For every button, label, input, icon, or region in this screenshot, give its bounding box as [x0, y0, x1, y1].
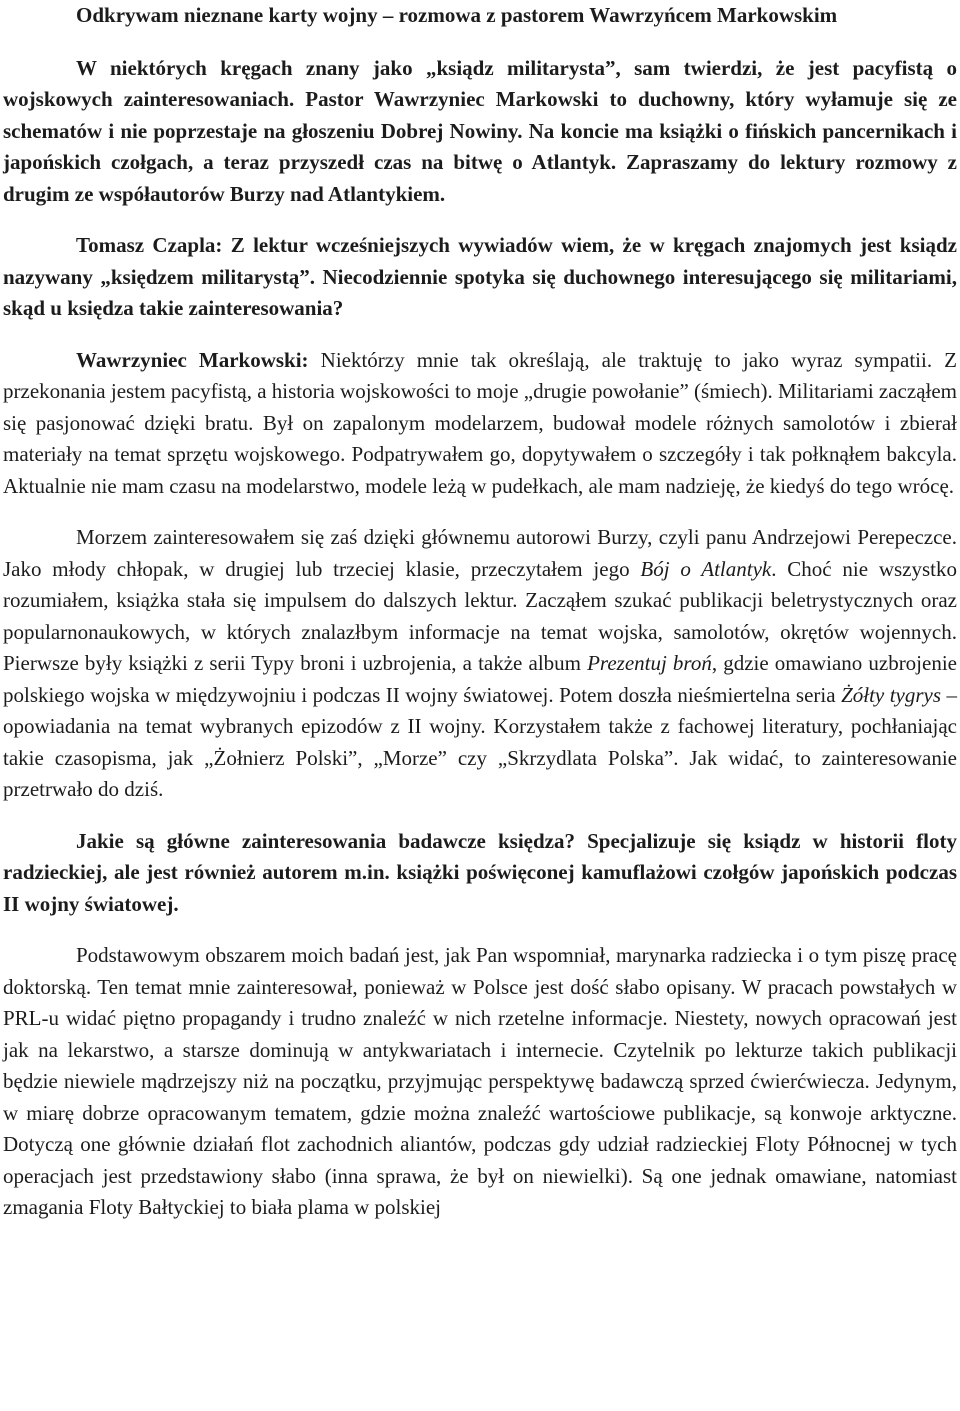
question-1: Tomasz Czapla: Z lektur wcześniejszych wywiadów wiem, że w kręgach znajomych jest ksiądz nazywany „księdzem militarystą”. Niecodziennie spotyka się duchownego interesującego się militariami, skąd u księdza takie zainteresowania?: [3, 233, 957, 320]
answer-2-part-1: Morzem zainteresowałem się zaś dzięki głównemu autorowi Burzy, czyli panu Andrzejowi Perepeczce. Jako młody chłopak, w drugiej lub trzeciej klasie, przeczytałem jego: [3, 525, 957, 581]
spacer: [3, 502, 957, 522]
spacer: [3, 806, 957, 826]
book-title-1: Bój o Atlantyk: [640, 556, 772, 581]
speaker-label: Wawrzyniec Markowski:: [76, 347, 309, 372]
book-title-2: Prezentuj broń: [587, 651, 712, 675]
answer-2-part-4: – opowiadania na temat wybranych epizodów z II wojny. Korzystałem także z fachowej literatury, pochłaniając takie czasopisma, jak „Żołnierz Polski”, „Morze” czy „Skrzydlata Polska”. Jak widać, to zainteresowanie przetrwało do dziś.: [3, 682, 958, 801]
answer-3: Podstawowym obszarem moich badań jest, jak Pan wspomniał, marynarka radziecka i o tym piszę pracę doktorską. Ten temat mnie zainteresował, ponieważ w Polsce jest dość słabo opisany. W pracach powstałych w PRL-u widać piętno propagandy i trudno znaleźć w nich rzetelne informacje. Niestety, nowych opracowań jest jak na lekarstwo, a starsze dominują w antykwariatach i internecie. Czytelnik po lekturze takich publikacji będzie niewiele mądrzejszy niż na początku, przyjmując perspektywę badawczą sprzed ćwierćwiecza. Jedynym, w miarę dobrze opracowanym tematem, gdzie można znaleźć wartościowe publikacje, są konwoje arktyczne. Dotyczą one głównie działań flot zachodnich aliantów, podczas gdy udział radzieckiej Floty Północnej w tych operacjach jest przedstawiony słabo (inna sprawa, że był on niewielki). Są one jednak omawiane, natomiast zmagania Floty Bałtyckiej to biała plama w polskiej: [3, 943, 957, 1219]
book-title-3: Żółty tygrys: [841, 682, 942, 707]
answer-2-part-3: , gdzie omawiano uzbrojenie polskiego wojska w międzywojniu i podczas II wojny światowej. Potem doszła nieśmiertelna seria: [3, 651, 957, 707]
answer-2: [3, 522, 957, 806]
answer-1-text: Niektórzy mnie tak określają, ale traktuję to jako wyraz sympatii. Z przekonania jestem pacyfistą, a historia wojskowości to moje „drugie powołanie” (śmiech). Militariami zacząłem się pasjonować dzięki bratu. Był on zapalonym modelarzem, budował modele różnych samolotów i zbierał materiały na temat sprzętu wojskowego. Podpatrywałem go, dopytywałem o szczegóły i tak połknąłem bakcyla. Aktualnie nie mam czasu na modelarstwo, modele leżą w pudełkach, ale mam nadzieję, że kiedyś do tego wrócę.: [3, 347, 958, 498]
spacer: [3, 32, 957, 53]
answer-1: [3, 345, 957, 503]
article-title: Odkrywam nieznane karty wojny – rozmowa z pastorem Wawrzyńcem Markowskim: [76, 3, 838, 27]
document-page: [3, 0, 957, 1224]
spacer: [3, 325, 957, 345]
question-2: Jakie są główne zainteresowania badawcze księdza? Specjalizuje się ksiądz w historii floty radzieckiej, ale jest również autorem m.in. książki poświęconej kamuflażowi czołgów japońskich podczas II wojny światowej.: [3, 828, 957, 916]
answer-2-part-2: . Choć nie wszystko rozumiałem, książka stała się impulsem do dalszych lektur. Zacząłem szukać publikacji beletrystycznych oraz popularnonaukowych, w których znalazłbym informacje na temat wojska, samolotów, okrętów wojennych. Pierwsze były książki z serii Typy broni i uzbrojenia, a także album: [3, 556, 957, 675]
spacer: [3, 210, 957, 230]
spacer: [3, 920, 957, 940]
article-lead: W niektórych kręgach znany jako „ksiądz militarysta”, sam twierdzi, że jest pacyfistą o wojskowych zainteresowaniach. Pastor Wawrzyniec Markowski to duchowny, który wyłamuje się ze schematów i nie poprzestaje na głoszeniu Dobrej Nowiny. Na koncie ma książki o fińskich pancernikach i japońskich czołgach, a teraz przyszedł czas na bitwę o Atlantyk. Zapraszamy do lektury rozmowy z drugim ze współautorów Burzy nad Atlantykiem.: [3, 55, 957, 206]
